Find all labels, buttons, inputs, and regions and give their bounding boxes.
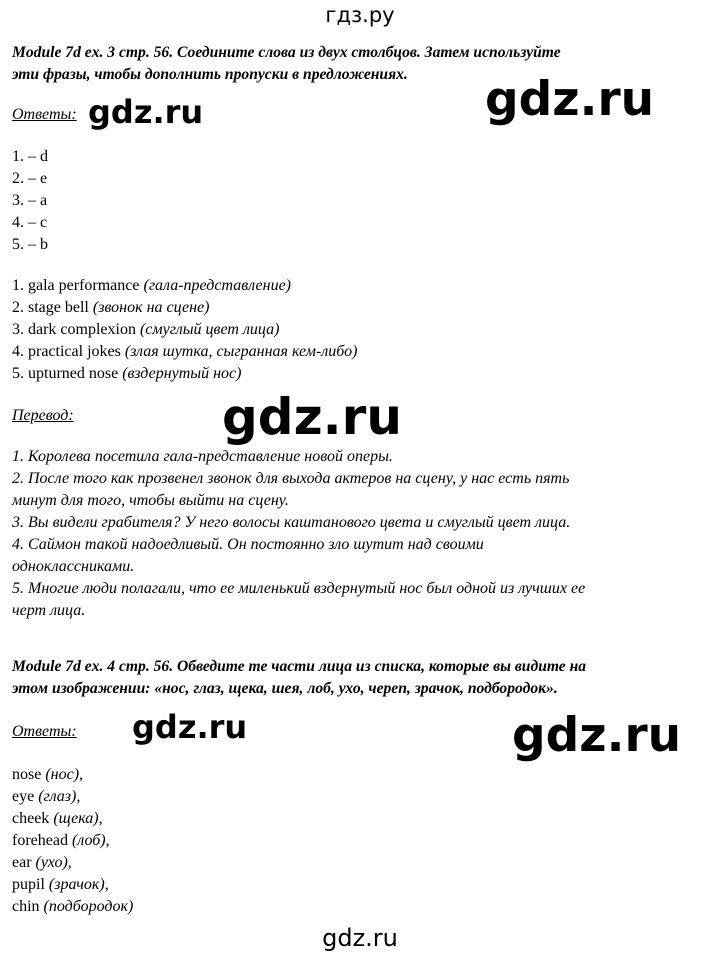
match-line: 4. – c xyxy=(12,214,48,231)
translation-heading: Перевод: xyxy=(12,407,74,424)
face-part-ru: (подбородок) xyxy=(43,898,134,915)
phrase-ru: (смуглый цвет лица) xyxy=(139,321,280,338)
phrase-line xyxy=(12,319,279,341)
watermark: gdz.ru xyxy=(132,708,248,746)
phrase-en: 1. gala performance xyxy=(12,277,144,294)
site-header: гдз.ру xyxy=(325,3,395,27)
face-part-ru: (щека) xyxy=(53,810,99,827)
face-part-en: cheek xyxy=(12,810,54,827)
translation-line: 4. Саймон такой надоедливый. Он постоянно зло шутит над своими xyxy=(12,536,484,553)
face-part-sep: , xyxy=(104,876,109,893)
watermark: gdz.ru xyxy=(485,72,655,127)
watermark: gdz.ru xyxy=(222,388,402,446)
face-part-sep: , xyxy=(105,832,110,849)
face-part-ru: (лоб) xyxy=(71,832,106,849)
face-part-sep: , xyxy=(67,854,72,871)
face-part-item xyxy=(12,874,109,896)
match-line: 1. – d xyxy=(12,148,48,165)
phrase-line xyxy=(12,275,291,297)
face-part-item xyxy=(12,852,72,874)
ex4-task xyxy=(12,656,712,700)
phrase-ru: (вздернутый нос) xyxy=(122,365,242,382)
face-part-en: eye xyxy=(12,788,39,805)
face-part-sep: , xyxy=(76,788,81,805)
face-part-item xyxy=(12,830,110,852)
watermark: gdz.ru xyxy=(88,93,204,131)
translation-line: минут для того, чтобы выйти на сцену. xyxy=(12,492,289,509)
phrase-ru: (злая шутка, сыгранная кем-либо) xyxy=(124,343,358,360)
face-part-sep: , xyxy=(98,810,103,827)
translation-line: черт лица. xyxy=(12,602,86,619)
translation-line: 5. Многие люди полагали, что ее миленький вздернутый нос был одной из лучших ее xyxy=(12,580,586,597)
footer-watermark: gdz.ru xyxy=(322,924,398,952)
phrase-ru: (звонок на сцене) xyxy=(92,299,210,316)
face-part-en: ear xyxy=(12,854,36,871)
ex3-answers-heading: Ответы: xyxy=(12,106,77,123)
face-part-ru: (зрачок) xyxy=(48,876,105,893)
ex4-answers-heading: Ответы: xyxy=(12,723,77,740)
face-part-sep: , xyxy=(79,766,84,783)
translation-line: 1. Королева посетила гала-представление новой оперы. xyxy=(12,448,393,465)
ex3-task-line-2: эти фразы, чтобы дополнить пропуски в предложениях. xyxy=(12,66,408,83)
phrase-en: 5. upturned nose xyxy=(12,365,123,382)
face-part-en: nose xyxy=(12,766,46,783)
face-part-item xyxy=(12,808,103,830)
face-part-ru: (ухо) xyxy=(35,854,68,871)
face-part-item xyxy=(12,786,80,808)
ex4-task-line-1: Module 7d ex. 4 стр. 56. Обведите те части лица из списка, которые вы видите на xyxy=(12,658,587,675)
translation-block xyxy=(12,446,712,622)
face-part-item xyxy=(12,896,133,918)
face-part-en: forehead xyxy=(12,832,72,849)
translation-line: одноклассниками. xyxy=(12,558,135,575)
match-line: 2. – e xyxy=(12,170,48,187)
face-part-ru: (глаз) xyxy=(38,788,77,805)
phrase-line xyxy=(12,341,357,363)
watermark: gdz.ru xyxy=(512,708,682,763)
phrase-en: 3. dark complexion xyxy=(12,321,140,338)
phrase-line xyxy=(12,297,210,319)
face-part-ru: (нос) xyxy=(45,766,80,783)
face-part-en: chin xyxy=(12,898,44,915)
translation-line: 3. Вы видели грабителя? У него волосы каштанового цвета и смуглый цвет лица. xyxy=(12,514,571,531)
phrase-line xyxy=(12,363,241,385)
face-part-en: pupil xyxy=(12,876,49,893)
translation-line: 2. После того как прозвенел звонок для выхода актеров на сцену, у нас есть пять xyxy=(12,470,570,487)
phrase-ru: (гала-представление) xyxy=(143,277,291,294)
match-line: 3. – a xyxy=(12,192,48,209)
ex4-task-line-2: этом изображении: «нос, глаз, щека, шея, лоб, ухо, череп, зрачок, подбородок». xyxy=(12,680,558,697)
phrase-en: 4. practical jokes xyxy=(12,343,125,360)
match-line: 5. – b xyxy=(12,236,48,253)
face-part-item xyxy=(12,764,83,786)
phrase-en: 2. stage bell xyxy=(12,299,93,316)
ex3-task-line-1: Module 7d ex. 3 стр. 56. Соедините слова из двух столбцов. Затем используйте xyxy=(12,44,561,61)
